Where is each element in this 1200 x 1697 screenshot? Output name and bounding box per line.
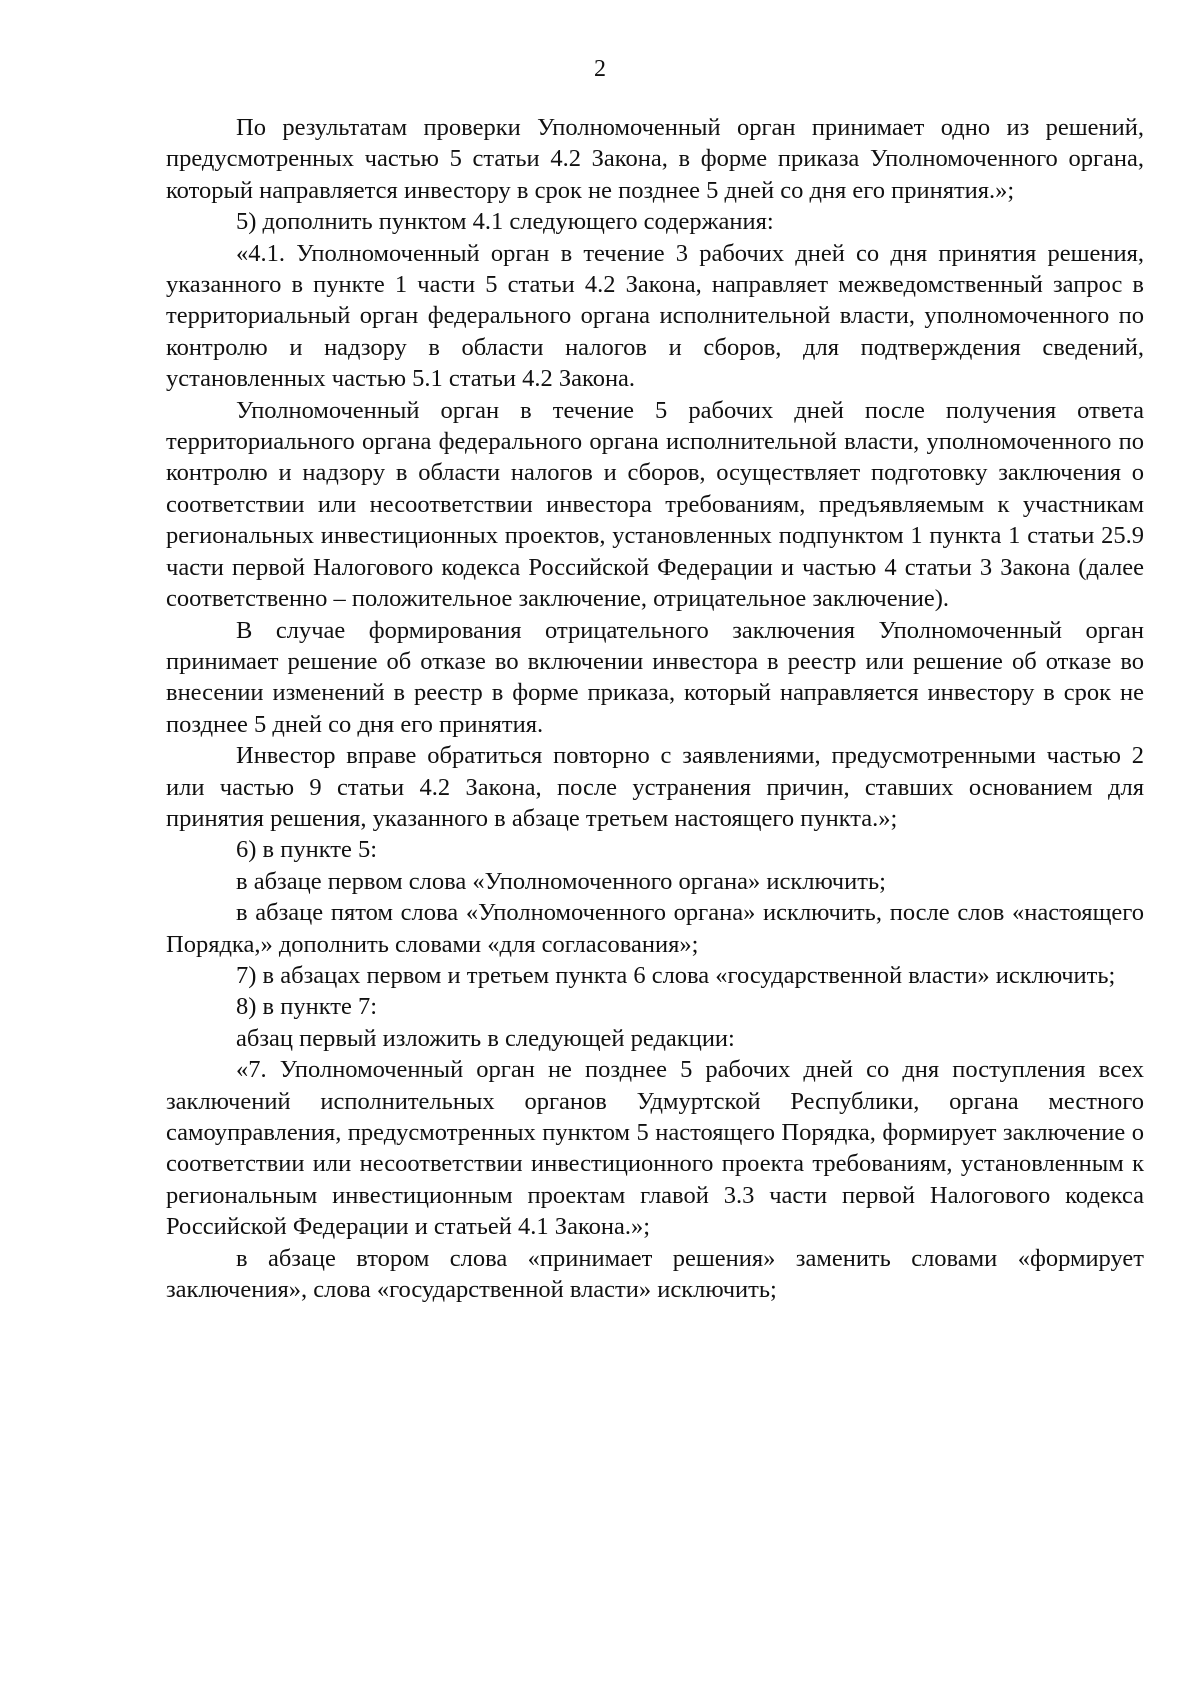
document-body xyxy=(166,112,1144,1305)
paragraph: абзац первый изложить в следующей редакции: xyxy=(236,1024,735,1052)
paragraph: По результатам проверки Уполномоченный орган принимает одно из решений, предусмотренных частью 5 статьи 4.2 Закона, в форме приказа Уполномоченного органа, который направляется инвестору в срок не позднее 5 дней со дня его принятия.»; xyxy=(166,114,1144,204)
paragraph: 6) в пункте 5: xyxy=(236,836,378,864)
paragraph: в абзаце втором слова «принимает решения» заменить словами «формирует заключения», слова «государственной власти» исключить; xyxy=(166,1244,1144,1304)
paragraph: в абзаце пятом слова «Уполномоченного органа» исключить, после слов «настоящего Порядка,» дополнить словами «для согласования»; xyxy=(166,899,1144,958)
page-number: 2 xyxy=(594,56,606,82)
paragraph: В случае формирования отрицательного заключения Уполномоченный орган принимает решение об отказе во включении инвестора в реестр или решение об отказе во внесении изменений в реестр в форме приказа, который направляется инвестору в срок не позднее 5 дней со дня его принятия. xyxy=(166,616,1144,738)
paragraph: в абзаце первом слова «Уполномоченного органа» исключить; xyxy=(236,867,886,895)
paragraph: Уполномоченный орган в течение 5 рабочих дней после получения ответа территориального органа федерального органа исполнительной власти, уполномоченного по контролю и надзору в области налогов и сборов, осуществляет подготовку заключения о соответствии или несоответствии инвестора требованиям, предъявляемым к участникам региональных инвестиционных проектов, установленных подпунктом 1 пункта 1 статьи 25.9 части первой Налогового кодекса Российской Федерации и частью 4 статьи 3 Закона (далее соответственно – положительное заключение, отрицательное заключение). xyxy=(166,396,1144,613)
paragraph: «4.1. Уполномоченный орган в течение 3 рабочих дней со дня принятия решения, указанного в пункте 1 части 5 статьи 4.2 Закона, направляет межведомственный запрос в территориальный орган федерального органа исполнительной власти, уполномоченного по контролю и надзору в области налогов и сборов, для подтверждения сведений, установленных частью 5.1 статьи 4.2 Закона. xyxy=(166,239,1144,393)
paragraph: 5) дополнить пунктом 4.1 следующего содержания: xyxy=(236,208,774,236)
paragraph: 8) в пункте 7: xyxy=(236,993,378,1021)
paragraph: «7. Уполномоченный орган не позднее 5 рабочих дней со дня поступления всех заключений исполнительных органов Удмуртской Республики, органа местного самоуправления, предусмотренных пунктом 5 настоящего Порядка, формирует заключение о соответствии или несоответствии инвестиционного проекта требованиям, установленным к региональным инвестиционным проектам главой 3.3 части первой Налогового кодекса Российской Федерации и статьей 4.1 Закона.»; xyxy=(166,1056,1144,1241)
paragraph: Инвестор вправе обратиться повторно с заявлениями, предусмотренными частью 2 или частью 9 статьи 4.2 Закона, после устранения причин, ставших основанием для принятия решения, указанного в абзаце третьем настоящего пункта.»; xyxy=(166,742,1144,832)
paragraph: 7) в абзацах первом и третьем пункта 6 слова «государственной власти» исключить; xyxy=(236,961,1116,989)
